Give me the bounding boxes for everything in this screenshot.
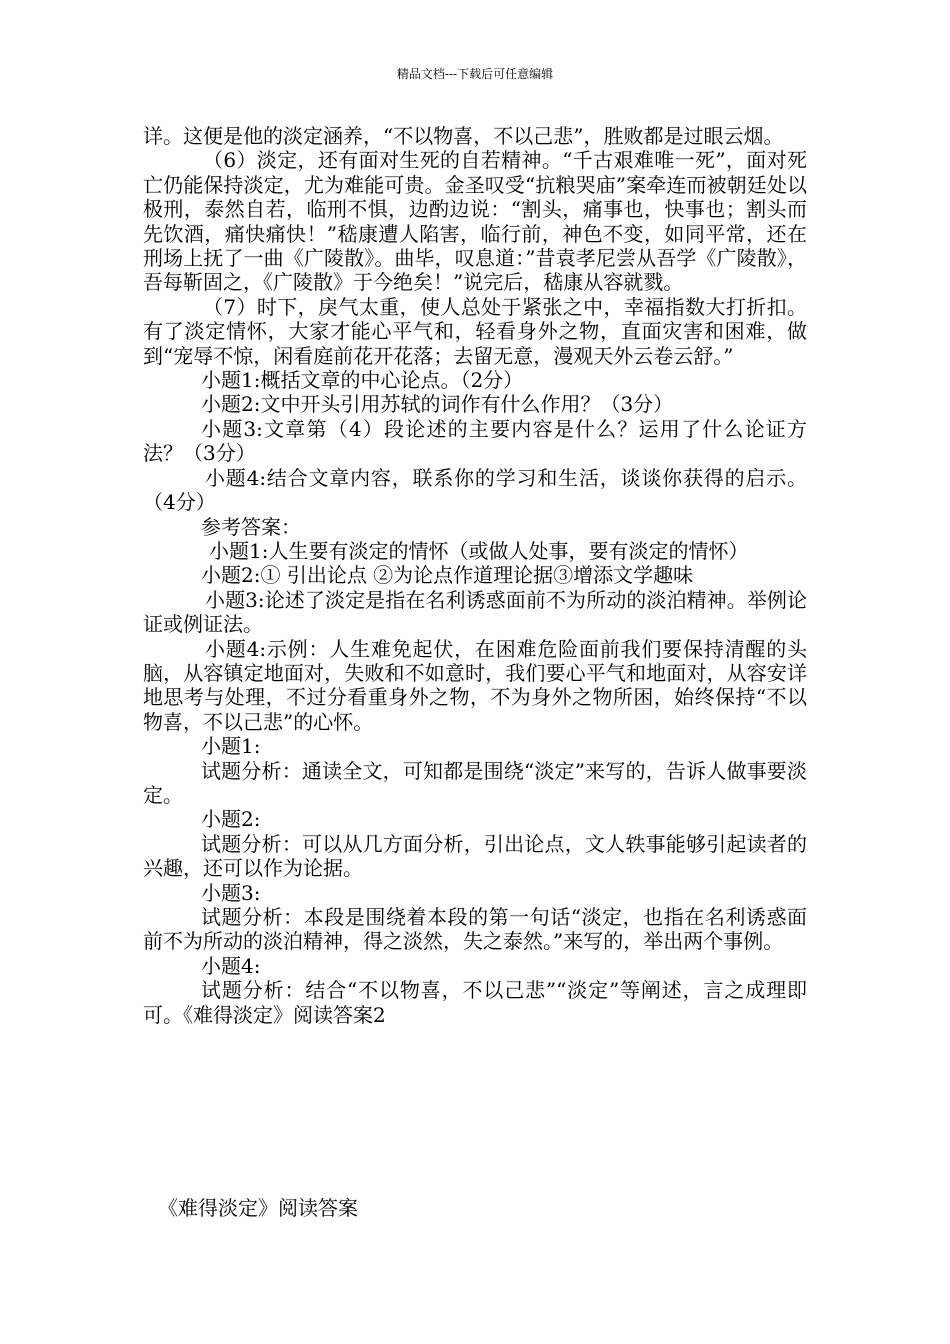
document-body (143, 124, 807, 1027)
paragraph-6: （6）淡定，还有面对生死的自若精神。“千古艰难唯一死”，面对死亡仍能保持淡定，尤为难能可贵。金圣叹受“抗粮哭庙”案牵连而被朝廷处以极刑，泰然自若，临刑不惧，边酌边说：“割头，痛事也，快事也；割头而先饮酒，痛快痛快！”嵇康遭人陷害，临行前，神色不变，如同平常，还在刑场上抚了一曲《广陵散》。曲毕，叹息道：”昔袁孝尼尝从吾学《广陵散》，吾每靳固之，《广陵散》于今绝矣！”说完后，嵇康从容就戮。 (143, 148, 807, 295)
reference-answer-label: 参考答案： (201, 514, 301, 539)
question-2: 小题2:文中开头引用苏轼的词作有什么作用？（3分） (201, 392, 674, 417)
answer-4: 小题4:示例：人生难免起伏，在困难危险面前我们要保持清醒的头脑，从容镇定地面对，失败和不如意时，我们要心平气和地面对，从容安详地思考与处理，不过分看重身外之物，不为身外之物所困，始终保持“不以物喜，不以己悲”的心怀。 (143, 636, 807, 734)
analysis-2-text: 试题分析：可以从几方面分析，引出论点，文人轶事能够引起读者的兴趣，还可以作为论据。 (143, 831, 807, 881)
analysis-1-text: 试题分析：通读全文，可知都是围绕“淡定”来写的，告诉人做事要淡定。 (143, 758, 807, 807)
analysis-1-label: 小题1: (201, 734, 261, 759)
question-1: 小题1:概括文章的中心论点。（2分） (201, 368, 524, 393)
analysis-3-text: 试题分析：本段是围绕着本段的第一句话“淡定，也指在名利诱惑面前不为所动的淡泊精神，得之淡然，失之泰然。”来写的，举出两个事例。 (143, 905, 807, 954)
question-4: 小题4:结合文章内容，联系你的学习和生活，谈谈你获得的启示。（4分） (143, 465, 807, 515)
paragraph-continuation: 详。这便是他的淡定涵养，“不以物喜，不以己悲”，胜败都是过眼云烟。 (143, 124, 784, 148)
analysis-4-label: 小题4: (201, 953, 261, 978)
question-3: 小题3:文章第（4）段论述的主要内容是什么？运用了什么论证方法？（3分） (143, 416, 807, 466)
page-header: 精品文档---下载后可任意编辑 (396, 67, 554, 81)
analysis-2-label: 小题2: (201, 807, 261, 832)
paragraph-7: （7）时下，戾气太重，使人总处于紧张之中，幸福指数大打折扣。有了淡定情怀，大家才能心平气和，轻看身外之物，直面灾害和困难，做到“宠辱不惊，闲看庭前花开花落；去留无意，漫观天外云卷云舒。” (143, 294, 807, 368)
section-title: 《难得淡定》阅读答案 (158, 1196, 358, 1220)
answer-2: 小题2:① 引出论点 ②为论点作道理论据③增添文学趣味 (201, 563, 694, 588)
answer-1: 小题1:人生要有淡定的情怀（或做人处事，要有淡定的情怀） (209, 538, 749, 563)
analysis-4-text: 试题分析：结合“不以物喜，不以己悲”“淡定”等阐述，言之成理即可。《难得淡定》阅读答案2 (143, 978, 807, 1027)
answer-3: 小题3:论述了淡定是指在名利诱惑面前不为所动的淡泊精神。举例论证或例证法。 (143, 587, 807, 637)
analysis-3-label: 小题3: (201, 880, 261, 905)
